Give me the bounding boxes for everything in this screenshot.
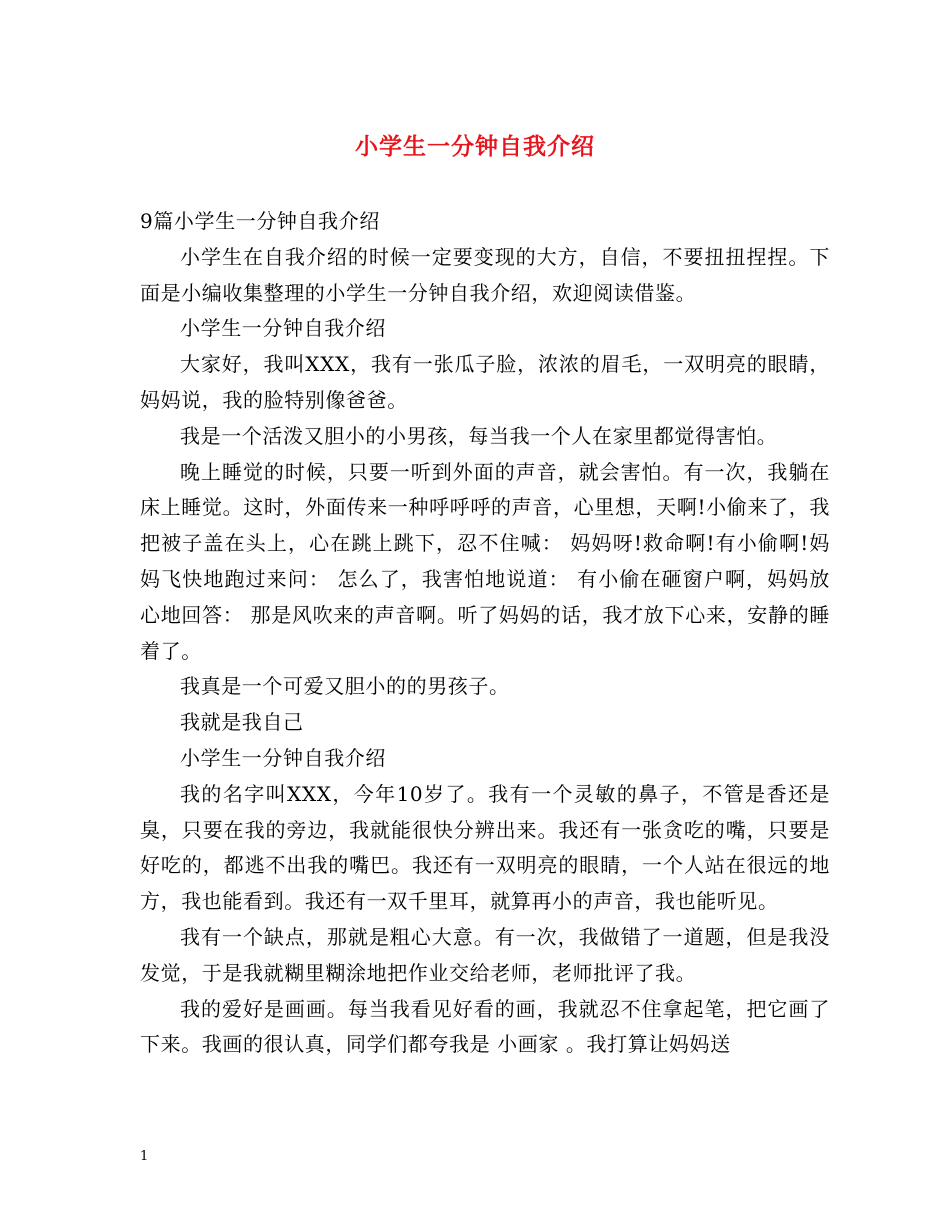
section-heading: 小学生一分钟自我介绍 — [180, 316, 386, 341]
body-paragraph: 我真是一个可爱又胆小的的男孩子。 — [180, 674, 510, 699]
article-subtitle: 9篇小学生一分钟自我介绍 — [140, 209, 380, 233]
body-paragraph: 我是一个活泼又胆小的小男孩，每当我一个人在家里都觉得害怕。 — [180, 423, 778, 448]
body-paragraph: 大家好，我叫XXX，我有一张瓜子脸，浓浓的眉毛，一双明亮的眼睛，妈妈说，我的脸特别像爸爸。 — [140, 352, 830, 412]
section-heading: 小学生一分钟自我介绍 — [180, 745, 386, 770]
intro-paragraph: 小学生在自我介绍的时候一定要变现的大方，自信，不要扭扭捏捏。下面是小编收集整理的小学生一分钟自我介绍，欢迎阅读借鉴。 — [140, 244, 830, 305]
body-paragraph: 晚上睡觉的时候，只要一听到外面的声音，就会害怕。有一次，我躺在床上睡觉。这时，外面传来一种呼呼呼的声音，心里想，天啊!小偷来了，我把被子盖在头上，心在跳上跳下，忍不住喊： 妈妈呀!救命啊!有小偷啊!妈妈飞快地跑过来问： 怎么了，我害怕地说道： 有小偷在砸窗户啊，妈妈放心地回答： 那是风吹来的声音啊。听了妈妈的话，我才放下心来，安静的睡着了。 — [140, 459, 830, 663]
body-paragraph: 我的名字叫XXX，今年10岁了。我有一个灵敏的鼻子，不管是香还是臭，只要在我的旁边，我就能很快分辨出来。我还有一张贪吃的嘴，只要是好吃的，都逃不出我的嘴巴。我还有一双明亮的眼睛，一个人站在很远的地方，我也能看到。我还有一双千里耳，就算再小的声音，我也能听见。 — [140, 781, 830, 914]
body-paragraph: 我的爱好是画画。每当我看见好看的画，我就忍不住拿起笔，把它画了下来。我画的很认真，同学们都夸我是 小画家 。我打算让妈妈送 — [140, 996, 830, 1057]
page-number: 1 — [140, 1149, 149, 1164]
document-body — [140, 204, 830, 1063]
body-paragraph: 我就是我自己 — [180, 710, 304, 735]
document-title: 小学生一分钟自我介绍 — [355, 133, 595, 160]
body-paragraph: 我有一个缺点，那就是粗心大意。有一次，我做错了一道题，但是我没发觉，于是我就糊里糊涂地把作业交给老师，老师批评了我。 — [140, 924, 830, 985]
